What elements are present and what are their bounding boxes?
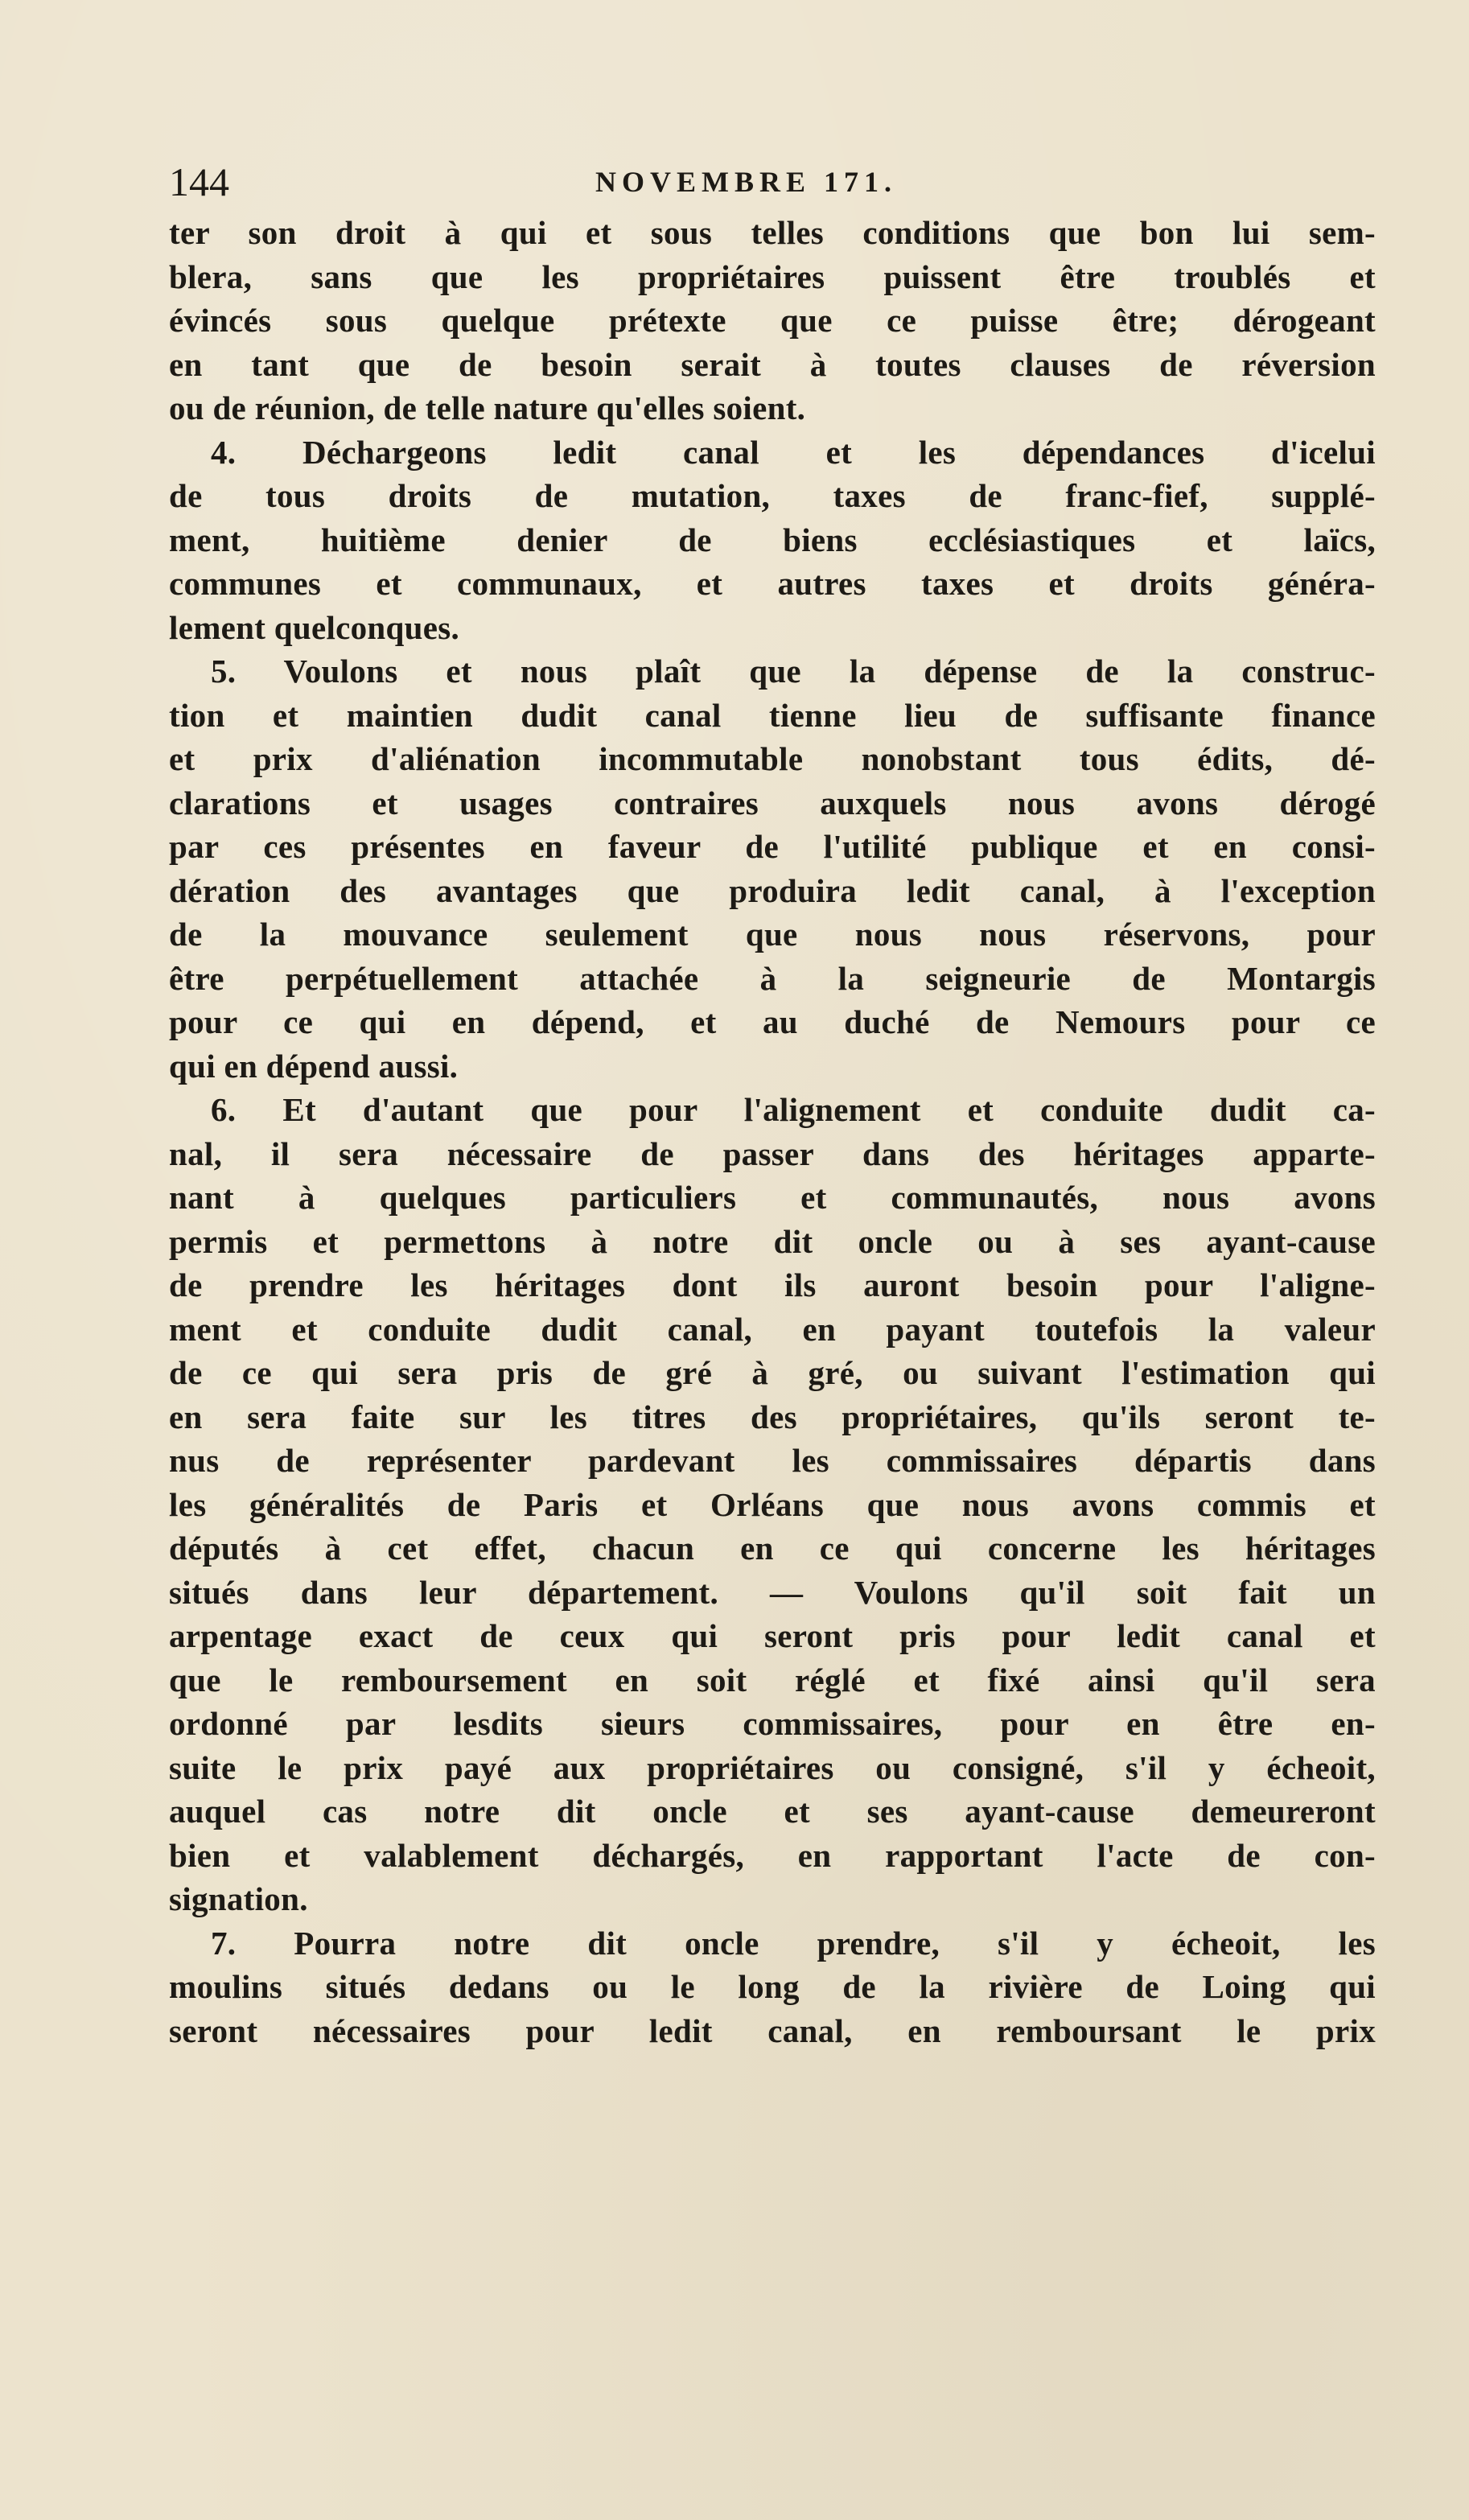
text-line: situés dans leur département. — Voulons qu'il soit fait un: [169, 1573, 1376, 1611]
body-text: [169, 211, 1376, 2053]
text-line: nal, il sera nécessaire de passer dans des héritages apparte-: [169, 1134, 1376, 1172]
text-line: 7. Pourra notre dit oncle prendre, s'il y écheoit, les: [211, 1924, 1376, 1962]
text-line: seront nécessaires pour ledit canal, en remboursant le prix: [169, 2011, 1376, 2049]
text-line: de ce qui sera pris de gré à gré, ou suivant l'estimation qui: [169, 1354, 1376, 1391]
text-line: ter son droit à qui et sous telles conditions que bon lui sem-: [169, 214, 1376, 251]
text-line: par ces présentes en faveur de l'utilité publique et en consi-: [169, 828, 1376, 865]
text-line: de prendre les héritages dont ils auront besoin pour l'aligne-: [169, 1266, 1376, 1303]
text-line: tion et maintien dudit canal tienne lieu de suffisante finance: [169, 696, 1376, 734]
text-line: clarations et usages contraires auxquels nous avons dérogé: [169, 784, 1376, 821]
text-line: ment, huitième denier de biens ecclésiastiques et laïcs,: [169, 521, 1376, 558]
text-line: pour ce qui en dépend, et au duché de Nemours pour ce: [169, 1003, 1376, 1040]
text-line: nus de représenter pardevant les commissaires départis dans: [169, 1442, 1376, 1479]
text-line: suite le prix payé aux propriétaires ou consigné, s'il y écheoit,: [169, 1748, 1376, 1786]
text-line: lement quelconques.: [169, 608, 460, 646]
text-line: en sera faite sur les titres des propriétaires, qu'ils seront te-: [169, 1398, 1376, 1435]
text-line: permis et permettons à notre dit oncle ou à ses ayant-cause: [169, 1222, 1376, 1260]
text-line: nant à quelques particuliers et communautés, nous avons: [169, 1179, 1376, 1216]
text-line: que le remboursement en soit réglé et fixé ainsi qu'il sera: [169, 1661, 1376, 1699]
text-line: les généralités de Paris et Orléans que nous avons commis et: [169, 1485, 1376, 1523]
text-line: et prix d'aliénation incommutable nonobstant tous édits, dé-: [169, 740, 1376, 777]
text-line: évincés sous quelque prétexte que ce puisse être; dérogeant: [169, 302, 1376, 339]
text-line: dération des avantages que produira ledit canal, à l'exception: [169, 871, 1376, 909]
text-line: députés à cet effet, chacun en ce qui concerne les héritages: [169, 1530, 1376, 1567]
text-line: moulins situés dedans ou le long de la rivière de Loing qui: [169, 1968, 1376, 2005]
text-line: signation.: [169, 1880, 308, 1917]
text-line: de la mouvance seulement que nous nous réservons, pour: [169, 916, 1376, 953]
text-line: 5. Voulons et nous plaît que la dépense de la construc-: [211, 653, 1376, 690]
text-line: qui en dépend aussi.: [169, 1047, 459, 1085]
text-line: communes et communaux, et autres taxes et droits généra-: [169, 565, 1376, 602]
text-line: de tous droits de mutation, taxes de franc-fief, supplé-: [169, 477, 1376, 514]
page-number: 144: [169, 159, 229, 204]
text-line: être perpétuellement attachée à la seigneurie de Montargis: [169, 959, 1376, 997]
text-line: ou de réunion, de telle nature qu'elles soient.: [169, 389, 806, 426]
running-head: NOVEMBRE 171.: [595, 166, 898, 198]
text-line: en tant que de besoin serait à toutes clauses de réversion: [169, 345, 1376, 383]
text-line: 6. Et d'autant que pour l'alignement et conduite dudit ca-: [211, 1091, 1376, 1128]
text-line: ment et conduite dudit canal, en payant toutefois la valeur: [169, 1310, 1376, 1348]
text-line: ordonné par lesdits sieurs commissaires, pour en être en-: [169, 1705, 1376, 1742]
text-line: arpentage exact de ceux qui seront pris pour ledit canal et: [169, 1617, 1376, 1654]
text-line: 4. Déchargeons ledit canal et les dépendances d'icelui: [211, 433, 1376, 471]
text-line: auquel cas notre dit oncle et ses ayant-cause demeureront: [169, 1793, 1376, 1830]
page-header: [169, 158, 1376, 206]
text-line: bien et valablement déchargés, en rapportant l'acte de con-: [169, 1836, 1376, 1874]
text-line: blera, sans que les propriétaires puissent être troublés et: [169, 257, 1376, 295]
